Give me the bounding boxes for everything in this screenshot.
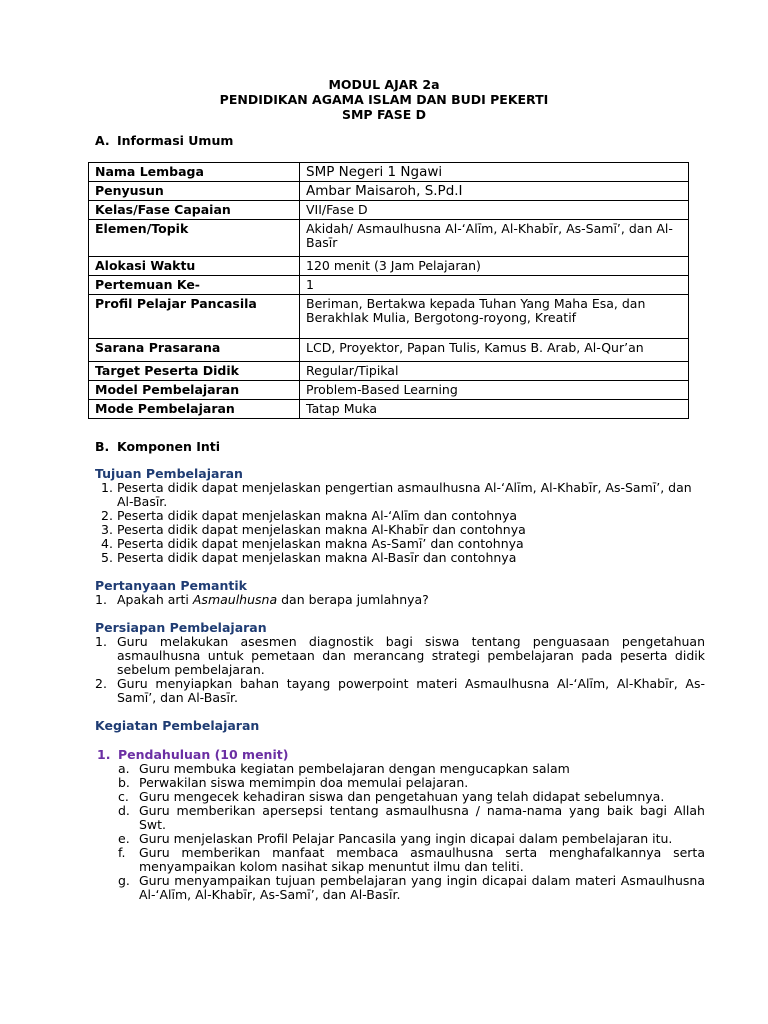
table-row <box>89 400 689 419</box>
list-item <box>95 523 705 537</box>
document-title <box>0 77 768 122</box>
pendahuluan-number: 1. <box>97 747 111 762</box>
item-text: Guru menjelaskan Profil Pelajar Pancasila yang ingin dicapai dalam pembelajaran itu. <box>139 831 673 846</box>
pendahuluan-list <box>118 762 705 902</box>
item-text: Guru memberikan manfaat membaca asmaulhusna serta menghafalkannya serta menyampaikan kolom nasihat sikap menuntut ilmu dan teliti. <box>139 845 705 874</box>
item-number: 3. <box>101 522 113 537</box>
item-text-before: Apakah arti <box>117 592 193 607</box>
list-item <box>118 790 705 804</box>
list-item <box>118 776 705 790</box>
list-item <box>95 593 705 607</box>
item-letter: e. <box>118 831 130 846</box>
item-number: 1. <box>101 480 113 495</box>
table-row <box>89 276 689 295</box>
row-key: Kelas/Fase Capaian <box>89 201 300 220</box>
row-value: LCD, Proyektor, Papan Tulis, Kamus B. Arab, Al-Qur’an <box>300 339 689 362</box>
item-number: 2. <box>95 676 107 691</box>
persiapan-heading: Persiapan Pembelajaran <box>95 620 267 635</box>
item-text: Perwakilan siswa memimpin doa memulai pelajaran. <box>139 775 469 790</box>
list-item <box>118 874 705 902</box>
row-value: 120 menit (3 Jam Pelajaran) <box>300 257 689 276</box>
item-text: Peserta didik dapat menjelaskan pengertian asmaulhusna Al-‘Alīm, Al-Khabīr, As-Samī’, dan Al-Basīr. <box>117 480 692 509</box>
title-line-1: MODUL AJAR 2a <box>328 77 440 92</box>
item-number: 2. <box>101 508 113 523</box>
item-letter: b. <box>118 775 130 790</box>
item-text: Guru menyampaikan tujuan pembelajaran yang ingin dicapai dalam materi Asmaulhusna Al-‘Alīm, Al-Khabīr, As-Samī’, dan Al-Basīr. <box>139 873 705 902</box>
list-item <box>95 481 705 509</box>
row-value: Akidah/ Asmaulhusna Al-‘Alīm, Al-Khabīr, As-Samī’, dan Al-Basīr <box>300 220 689 257</box>
table-row <box>89 295 689 339</box>
table-row <box>89 163 689 182</box>
item-text: Peserta didik dapat menjelaskan makna Al-Basīr dan contohnya <box>117 550 517 565</box>
list-item <box>118 804 705 832</box>
item-text: Peserta didik dapat menjelaskan makna Al-‘Alīm dan contohnya <box>117 508 518 523</box>
list-item <box>95 551 705 565</box>
item-number: 5. <box>101 550 113 565</box>
row-key: Target Peserta Didik <box>89 362 300 381</box>
item-text: Guru menyiapkan bahan tayang powerpoint materi Asmaulhusna Al-‘Alīm, Al-Khabīr, As-Samī’, dan Al-Basīr. <box>117 676 705 705</box>
item-text-after: dan berapa jumlahnya? <box>277 592 429 607</box>
section-b-letter: B. <box>95 439 110 454</box>
row-value: Problem-Based Learning <box>300 381 689 400</box>
item-letter: d. <box>118 803 130 818</box>
table-row <box>89 201 689 220</box>
list-item <box>95 677 705 705</box>
section-a-letter: A. <box>95 133 110 148</box>
item-text: Guru membuka kegiatan pembelajaran dengan mengucapkan salam <box>139 761 570 776</box>
item-number: 1. <box>95 634 107 649</box>
item-text: Peserta didik dapat menjelaskan makna As-Samī’ dan contohnya <box>117 536 524 551</box>
item-letter: c. <box>118 789 129 804</box>
row-value: Regular/Tipikal <box>300 362 689 381</box>
title-line-3: SMP FASE D <box>341 107 426 122</box>
row-key: Alokasi Waktu <box>89 257 300 276</box>
item-text: Peserta didik dapat menjelaskan makna Al-Khabīr dan contohnya <box>117 522 526 537</box>
row-value: Beriman, Bertakwa kepada Tuhan Yang Maha Esa, dan Berakhlak Mulia, Bergotong-royong, Kreatif <box>300 295 689 339</box>
row-key: Pertemuan Ke- <box>89 276 300 295</box>
list-item <box>118 832 705 846</box>
list-item <box>95 509 705 523</box>
item-letter: a. <box>118 761 130 776</box>
persiapan-list <box>95 635 705 705</box>
item-text: Guru mengecek kehadiran siswa dan pengetahuan yang telah didapat sebelumnya. <box>139 789 665 804</box>
table-row <box>89 381 689 400</box>
list-item <box>95 635 705 677</box>
item-text-italic: Asmaulhusna <box>192 592 278 607</box>
table-row <box>89 362 689 381</box>
pemantik-list <box>95 593 705 607</box>
table-row <box>89 220 689 257</box>
section-a-heading <box>95 133 233 148</box>
kegiatan-heading: Kegiatan Pembelajaran <box>95 718 260 733</box>
row-value: Tatap Muka <box>300 400 689 419</box>
item-letter: g. <box>118 873 130 888</box>
list-item <box>118 846 705 874</box>
section-b-title: Komponen Inti <box>117 439 221 454</box>
row-value: Ambar Maisaroh, S.Pd.I <box>300 182 689 201</box>
tujuan-list <box>95 481 705 565</box>
section-a-title: Informasi Umum <box>117 133 234 148</box>
item-letter: f. <box>118 845 126 860</box>
row-value: 1 <box>300 276 689 295</box>
table-row <box>89 182 689 201</box>
list-item <box>95 537 705 551</box>
row-key: Model Pembelajaran <box>89 381 300 400</box>
info-table <box>88 162 689 419</box>
pendahuluan-heading: Pendahuluan (10 menit) <box>118 747 289 762</box>
item-text: Guru melakukan asesmen diagnostik bagi siswa tentang penguasaan pengetahuan asmaulhusna untuk pemetaan dan merancang strategi pembelajaran pada peserta didik sebelum pembelajaran. <box>117 634 705 677</box>
item-text: Guru memberikan apersepsi tentang asmaulhusna / nama-nama yang baik bagi Allah Swt. <box>139 803 705 832</box>
title-line-2: PENDIDIKAN AGAMA ISLAM DAN BUDI PEKERTI <box>219 92 549 107</box>
table-row <box>89 339 689 362</box>
row-key: Elemen/Topik <box>89 220 300 257</box>
row-key: Nama Lembaga <box>89 163 300 182</box>
item-number: 4. <box>101 536 113 551</box>
row-key: Mode Pembelajaran <box>89 400 300 419</box>
pemantik-heading: Pertanyaan Pemantik <box>95 578 247 593</box>
row-value: SMP Negeri 1 Ngawi <box>300 163 689 182</box>
row-key: Sarana Prasarana <box>89 339 300 362</box>
item-number: 1. <box>95 592 107 607</box>
row-key: Profil Pelajar Pancasila <box>89 295 300 339</box>
list-item <box>118 762 705 776</box>
section-b-heading <box>95 439 220 454</box>
row-key: Penyusun <box>89 182 300 201</box>
row-value: VII/Fase D <box>300 201 689 220</box>
table-row <box>89 257 689 276</box>
tujuan-heading: Tujuan Pembelajaran <box>95 466 243 481</box>
